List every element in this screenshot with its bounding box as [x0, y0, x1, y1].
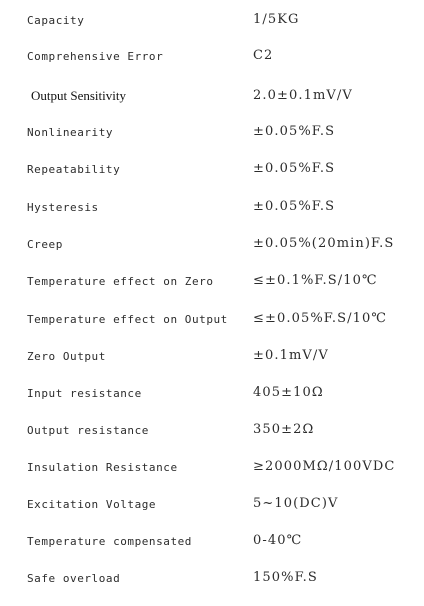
spec-row-repeatability	[0, 159, 424, 183]
spec-label: Nonlinearity	[27, 126, 114, 139]
spec-row-safe-overload	[0, 568, 424, 592]
spec-value: C2	[253, 48, 274, 63]
spec-label: Zero Output	[27, 350, 106, 363]
spec-value: ±0.05%F.S	[253, 199, 336, 214]
spec-value: 5~10(DC)V	[253, 496, 339, 511]
spec-row-insulation-resistance	[0, 457, 424, 481]
spec-value: ±0.05%F.S	[253, 124, 336, 139]
spec-value: 1/5KG	[253, 12, 300, 27]
spec-row-input-resistance	[0, 383, 424, 407]
spec-value: 350±2Ω	[253, 422, 315, 437]
spec-value: 0-40℃	[253, 533, 303, 548]
spec-value: 405±10Ω	[253, 385, 324, 400]
spec-label: Temperature compensated	[27, 535, 192, 548]
spec-value: ≤±0.1%F.S/10℃	[253, 273, 378, 288]
spec-row-capacity	[0, 10, 424, 34]
spec-label: Input resistance	[27, 387, 142, 400]
spec-row-output-sensitivity	[0, 86, 424, 110]
spec-value: ≤±0.05%F.S/10℃	[253, 311, 387, 326]
spec-row-hysteresis	[0, 197, 424, 221]
spec-value: ±0.05%F.S	[253, 161, 336, 176]
spec-value: 150%F.S	[253, 570, 318, 585]
spec-label: Output Sensitivity	[31, 88, 126, 103]
spec-value: ±0.1mV/V	[253, 348, 329, 363]
spec-label: Creep	[27, 238, 63, 251]
spec-row-nonlinearity	[0, 122, 424, 146]
spec-label: Output resistance	[27, 424, 149, 437]
spec-row-temp-effect-zero	[0, 271, 424, 295]
spec-label: Hysteresis	[27, 201, 99, 214]
spec-label: Comprehensive Error	[27, 50, 164, 63]
spec-label: Excitation Voltage	[27, 498, 157, 511]
spec-value: ≥2000MΩ/100VDC	[253, 459, 396, 474]
spec-row-comprehensive-error	[0, 46, 424, 70]
spec-row-excitation-voltage	[0, 494, 424, 518]
spec-label: Temperature effect on Zero	[27, 275, 214, 288]
spec-row-temp-compensated	[0, 531, 424, 555]
spec-value: 2.0±0.1mV/V	[253, 88, 353, 103]
spec-row-temp-effect-output	[0, 309, 424, 333]
spec-label: Repeatability	[27, 163, 121, 176]
spec-value: ±0.05%(20min)F.S	[253, 236, 395, 251]
spec-label: Capacity	[27, 14, 85, 27]
spec-row-zero-output	[0, 346, 424, 370]
spec-row-creep	[0, 234, 424, 258]
spec-row-output-resistance	[0, 420, 424, 444]
spec-label: Insulation Resistance	[27, 461, 178, 474]
spec-label: Safe overload	[27, 572, 121, 585]
spec-label: Temperature effect on Output	[27, 313, 228, 326]
